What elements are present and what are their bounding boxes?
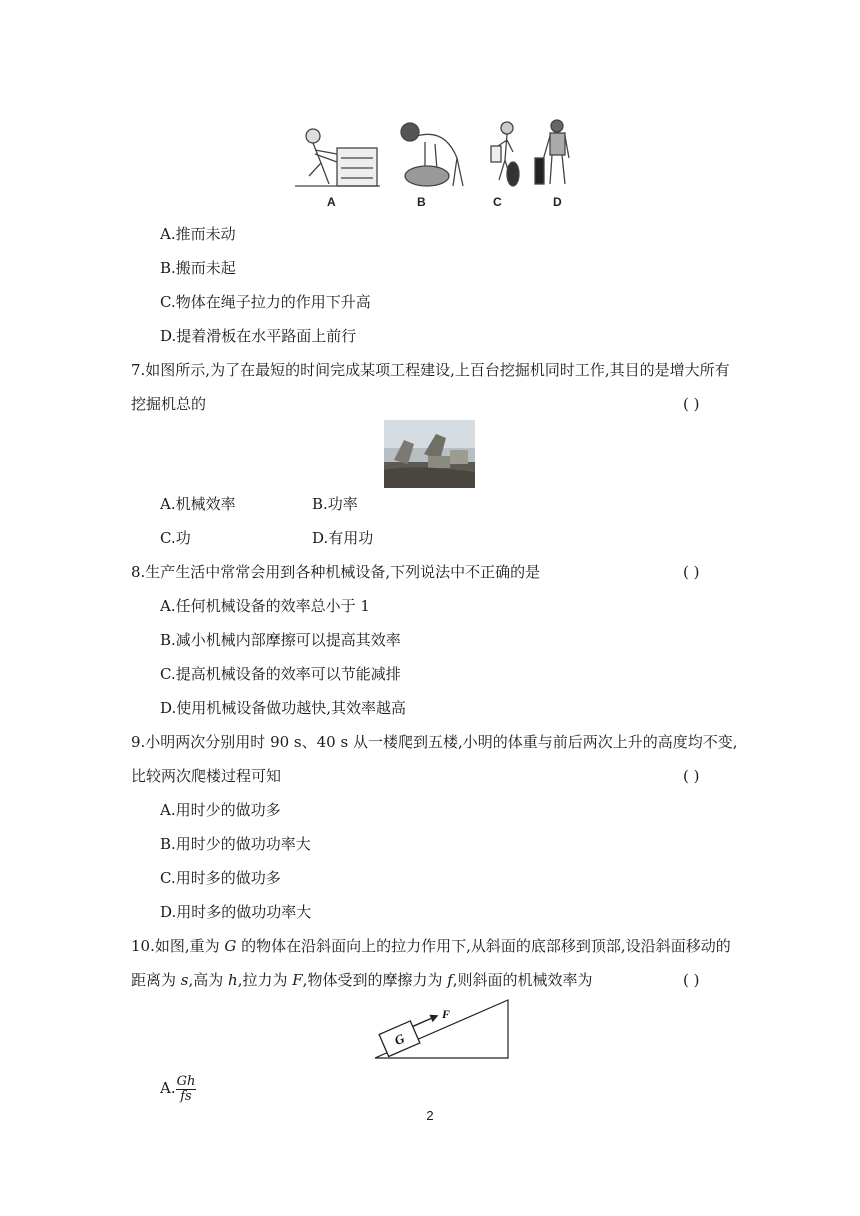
q6-option-b: B.搬而未起 [160, 259, 236, 277]
q9-option-c: C.用时多的做功多 [160, 869, 281, 887]
q6-option-c: C.物体在绳子拉力的作用下升高 [160, 293, 371, 311]
q10-answer-paren: ( ) [683, 971, 700, 989]
q8-answer-paren: ( ) [683, 563, 700, 581]
q7-stem-line1: 7.如图所示,为了在最短的时间完成某项工程建设,上百台挖掘机同时工作,其目的是增大所有 [131, 361, 730, 379]
page-number: 2 [426, 1108, 434, 1123]
figure-label-d: D [553, 195, 562, 209]
q7-option-b: B.功率 [312, 495, 358, 513]
q7-option-d: D.有用功 [312, 529, 374, 547]
q6-option-a: A.推而未动 [160, 225, 236, 243]
force-label-f: F [442, 1007, 451, 1021]
q7-option-c: C.功 [160, 529, 191, 547]
figure-a-pushing-box [295, 129, 380, 186]
q9-option-d: D.用时多的做功功率大 [160, 903, 312, 921]
q7-answer-paren: ( ) [683, 395, 700, 413]
figure-label-b: B [417, 195, 426, 209]
q9-answer-paren: ( ) [683, 767, 700, 785]
q6-figure [285, 118, 585, 213]
q8-option-a: A.任何机械设备的效率总小于 1 [160, 597, 370, 615]
figure-c-rope-lift [491, 122, 519, 186]
q8-stem: 8.生产生活中常常会用到各种机械设备,下列说法中不正确的是 [131, 563, 541, 581]
figure-d-holding-skateboard [535, 120, 569, 184]
q8-option-c: C.提高机械设备的效率可以节能减排 [160, 665, 401, 683]
q9-option-b: B.用时少的做功功率大 [160, 835, 311, 853]
q7-excavator-photo [384, 420, 475, 488]
q8-option-b: B.减小机械内部摩擦可以提高其效率 [160, 631, 401, 649]
figure-label-a: A [327, 195, 336, 209]
q9-option-a: A.用时少的做功多 [160, 801, 281, 819]
q10-stem-line2: 距离为 s,高为 h,拉力为 F,物体受到的摩擦力为 f,则斜面的机械效率为 [131, 971, 593, 989]
figure-label-c: C [493, 195, 502, 209]
q7-stem-line2: 挖掘机总的 [131, 395, 207, 413]
force-arrow [413, 1018, 431, 1026]
q9-stem-line1: 9.小明两次分别用时 90 s、40 s 从一楼爬到五楼,小明的体重与前后两次上升的高度均不变, [131, 733, 738, 751]
q6-option-d: D.提着滑板在水平路面上前行 [160, 327, 357, 345]
q7-option-a: A.机械效率 [160, 495, 236, 513]
q10-stem-line1: 10.如图,重为 G 的物体在沿斜面向上的拉力作用下,从斜面的底部移到顶部,设沿斜面移动的 [131, 937, 731, 955]
q10-option-a: A. $\frac{Gh}{fs}$ [160, 1073, 196, 1104]
q10-incline-figure [372, 998, 512, 1060]
block-g-label: G [392, 1030, 407, 1049]
q9-stem-line2: 比较两次爬楼过程可知 [131, 767, 282, 785]
q8-option-d: D.使用机械设备做功越快,其效率越高 [160, 699, 407, 717]
figure-b-lifting-rock [401, 123, 463, 186]
